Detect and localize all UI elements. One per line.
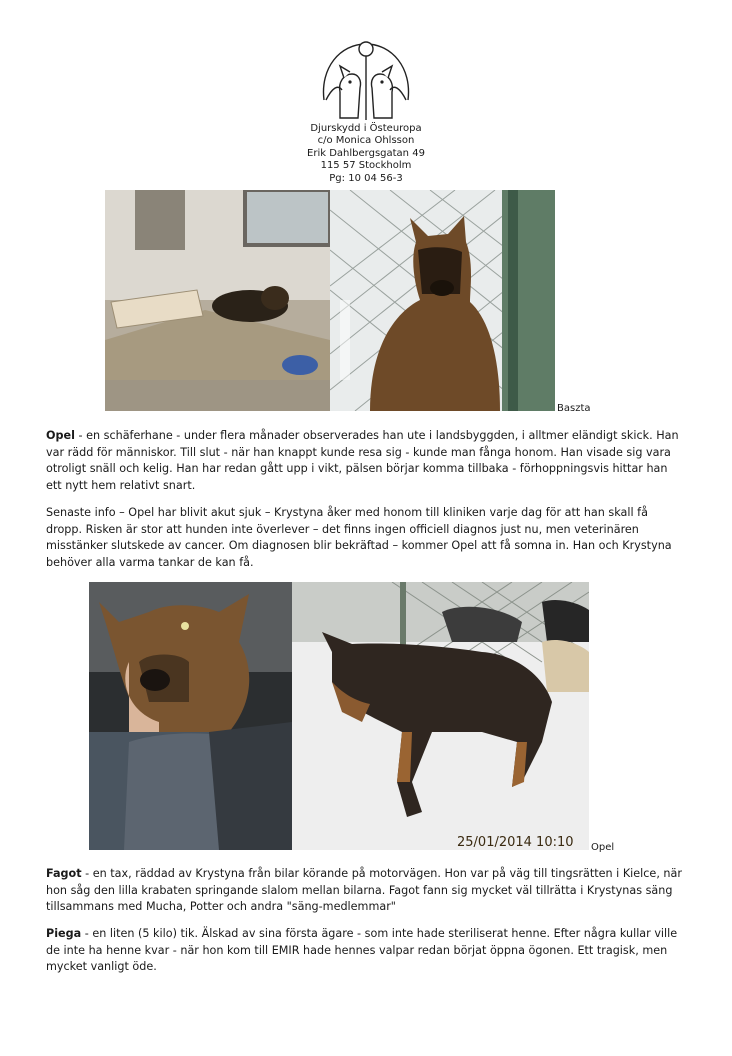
fagot-name: Fagot	[46, 867, 82, 880]
address-block	[266, 123, 466, 185]
street-address: Erik Dahlbergsgatan 49	[307, 147, 425, 159]
opel-name: Opel	[46, 429, 75, 442]
photo-timestamp: 25/01/2014 10:10	[457, 835, 574, 850]
plusgiro-number: Pg: 10 04 56-3	[329, 172, 403, 184]
care-of: c/o Monica Ohlsson	[317, 135, 415, 147]
paragraph-opel	[46, 428, 686, 494]
paragraph-piega	[46, 926, 686, 976]
paragraph-fagot	[46, 866, 686, 916]
org-logo	[318, 38, 414, 122]
org-name: Djurskydd i Östeuropa	[310, 123, 422, 134]
photo-opel-in-snow	[292, 582, 589, 850]
caption-baszta: Baszta	[557, 403, 591, 414]
paragraph-opel-update: Senaste info – Opel har blivit akut sjuk – Krystyna åker med honom till kliniken varje dag för att han skall få dropp. Risken är stor att hunden inte överlever – det finns ingen officiell diagnos just nu, men veterinären misstänker slutskede av cancer. Om diagnosen blir bekräftad – kommer Opel att få somna in. Han och Krystyna behöver alla varma tankar de kan få.	[46, 506, 672, 569]
photo-opel-closeup	[89, 582, 292, 850]
two-dogs-logo-icon	[318, 38, 414, 122]
piega-name: Piega	[46, 927, 82, 940]
photo-dog-by-fence	[330, 190, 555, 411]
piega-text: - en liten (5 kilo) tik. Älskad av sina första ägare - som inte hade steriliserat henne. Efter några kullar ville de inte ha henne kvar - när hon kom till EMIR hade hennes valpar redan börjat öppna ögonen. Ett tragisk, men mycket vanligt öde.	[46, 927, 678, 974]
fagot-text: - en tax, räddad av Krystyna från bilar körande på motorvägen. Hon var på väg till tingsrätten i Kielce, när hon såg den lilla krabaten springande slalom mellan bilarna. Fagot fann sig mycket väl tillrätta i Krystynas säng tillsammans med Mucha, Potter och andra "säng-medlemmar"	[46, 867, 682, 914]
photo-dog-lying	[105, 190, 330, 411]
opel-intro-text: - en schäferhane - under flera månader observerades han ute i landsbyggden, i alltmer eländigt skick. Han var rädd för människor. Till slut - när han knappt kunde resa sig - kunde man fånga honom. Han visade sig vara otroligt snäll och kelig. Han har redan gått upp i vikt, pälsen börjar komma tillbaka - förhoppningsvis hittar han ett nytt hem relativt snart.	[46, 429, 679, 492]
postal-address: 115 57 Stockholm	[320, 160, 412, 172]
caption-opel: Opel	[591, 842, 615, 853]
